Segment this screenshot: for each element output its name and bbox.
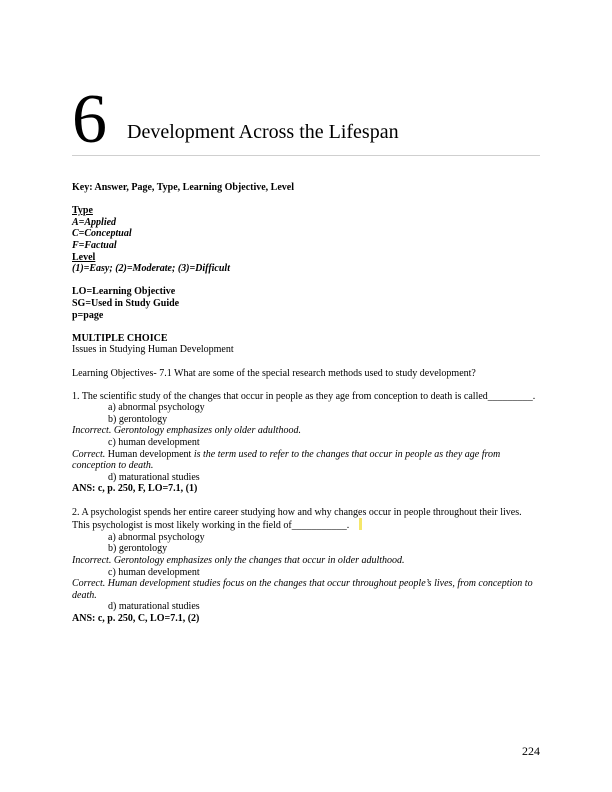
type-factual: F=Factual xyxy=(72,239,117,251)
text-cursor xyxy=(359,518,362,530)
learning-objective: Learning Objectives- 7.1 What are some of the special research methods used to study development? xyxy=(72,367,476,379)
option-d: d) maturational studies xyxy=(108,471,200,483)
question-stem-cont: This psychologist is most likely working in the field of___________. xyxy=(72,518,540,532)
document-body xyxy=(72,182,540,625)
abbrev-sg: SG=Used in Study Guide xyxy=(72,297,180,309)
question-stem: 1. The scientific study of the changes that occur in people as they age from conception to death is called_________. xyxy=(72,390,536,402)
page-number: 224 xyxy=(522,744,540,758)
level-heading: Level xyxy=(72,251,96,263)
header-rule xyxy=(72,155,540,156)
chapter-number: 6 xyxy=(72,81,107,158)
option-d: d) maturational studies xyxy=(108,601,200,613)
type-heading: Type xyxy=(72,205,93,217)
feedback-c: Correct. Human development is the term used to refer to the changes that occur in people as they age from conception to death. xyxy=(72,448,501,472)
option-a: a) abnormal psychology xyxy=(108,402,205,414)
key-title: Key: Answer, Page, Type, Learning Objective, Level xyxy=(72,182,295,193)
option-c: c) human development xyxy=(108,437,200,449)
abbrev-lo: LO=Learning Objective xyxy=(72,286,176,298)
feedback-b: Incorrect. Gerontology emphasizes only older adulthood. xyxy=(72,425,301,437)
type-conceptual: C=Conceptual xyxy=(72,228,132,240)
answer-key: ANS: c, p. 250, C, LO=7.1, (2) xyxy=(72,612,200,624)
type-applied: A=Applied xyxy=(72,216,117,228)
option-c: c) human development xyxy=(108,566,200,578)
abbrev-p: p=page xyxy=(72,309,104,321)
chapter-title: Development Across the Lifespan xyxy=(127,121,399,143)
question-1 xyxy=(72,391,540,495)
feedback-c: Correct. Human development studies focus on the changes that occur throughout people’s lives, from conception to death. xyxy=(72,578,533,601)
question-stem: 2. A psychologist spends her entire career studying how and why changes occur in people throughout their lives. xyxy=(72,506,522,518)
feedback-b: Incorrect. Gerontology emphasizes only the changes that occur in older adulthood. xyxy=(72,555,405,566)
level-list: (1)=Easy; (2)=Moderate; (3)=Difficult xyxy=(72,263,230,275)
section-heading: MULTIPLE CHOICE xyxy=(72,332,168,344)
answer-key: ANS: c, p. 250, F, LO=7.1, (1) xyxy=(72,483,198,495)
option-b: b) gerontology xyxy=(108,413,168,425)
option-b: b) gerontology xyxy=(108,543,168,555)
option-a: a) abnormal psychology xyxy=(108,531,205,543)
section-subheading: Issues in Studying Human Development xyxy=(72,344,234,356)
question-2 xyxy=(72,507,540,625)
